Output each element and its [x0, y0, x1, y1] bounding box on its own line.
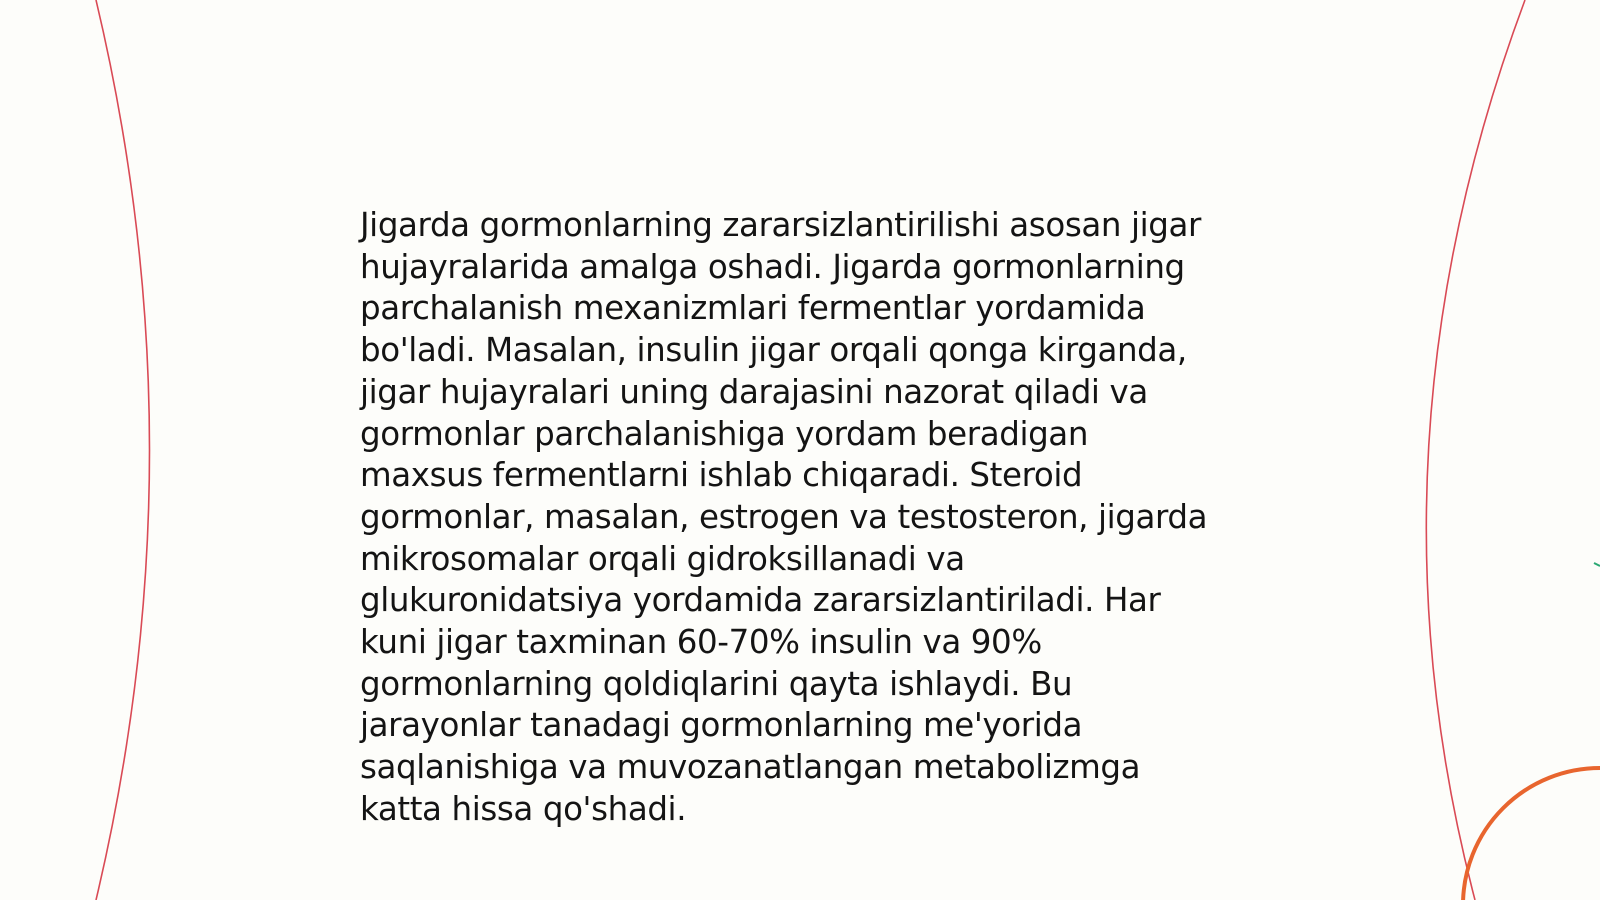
left-curve-line	[96, 0, 150, 900]
orange-arc	[1463, 768, 1600, 900]
green-tick-mark	[1594, 563, 1600, 566]
right-curve-line	[1426, 0, 1525, 900]
slide-body-text: Jigarda gormonlarning zararsizlantirilishi asosan jigar hujayralarida amalga oshadi. Jigarda gormonlarning parchalanish mexanizmlari fermentlar yordamida bo'ladi. Masalan, insulin jigar orqali qonga kirganda, jigar hujayralari uning darajasini nazorat qiladi va gormonlar parchalanishiga yordam beradigan maxsus fermentlarni ishlab chiqaradi. Steroid gormonlar, masalan, estrogen va testosteron, jigarda mikrosomalar orqali gidroksillanadi va glukuronidatsiya yordamida zararsizlantiriladi. Har kuni jigar taxminan 60-70% insulin va 90% gormonlarning qoldiqlarini qayta ishlaydi. Bu jarayonlar tanadagi gormonlarning me'yorida saqlanishiga va muvozanatlangan metabolizmga katta hissa qo'shadi.	[360, 206, 1208, 828]
